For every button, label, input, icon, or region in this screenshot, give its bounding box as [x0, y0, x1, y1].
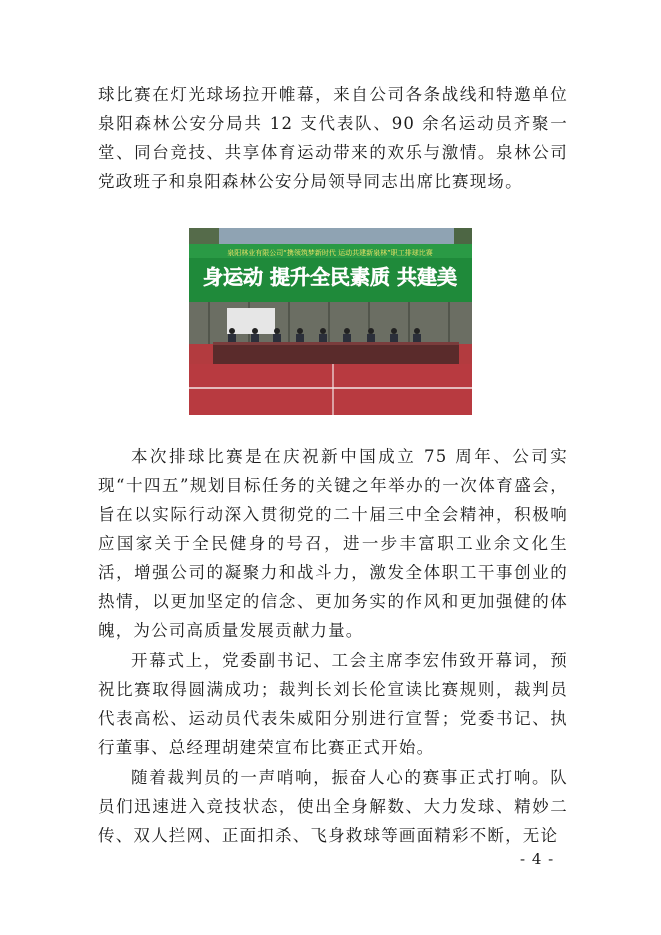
opening-ceremony-photo	[189, 228, 472, 415]
banner-small-text: 泉阳林业有限公司“携领筑梦新时代 运动共建新泉林”职工排球比赛	[227, 249, 433, 257]
paragraph-3: 开幕式上，党委副书记、工会主席李宏伟致开幕词，预祝比赛取得圆满成功；裁判长刘长伦宣读比赛规则，裁判员代表高松、运动员代表朱威阳分别进行宣誓；党委书记、执行董事、总经理胡建荣宣布比赛正式开始。	[98, 651, 568, 757]
page-number: - 4 -	[520, 850, 555, 868]
paragraph-2: 本次排球比赛是在庆祝新中国成立 75 周年、公司实现“十四五”规划目标任务的关键之年举办的一次体育盛会，旨在以实际行动深入贯彻党的二十届三中全会精神，积极响应国家关于全民健身的号召，进一步丰富职工业余文化生活，增强公司的凝聚力和战斗力，激发全体职工干事创业的热情，以更加坚定的信念、更加务实的作风和更加强健的体魄，为公司高质量发展贡献力量。	[98, 447, 568, 640]
banner-large-text: 身运动 提升全民素质 共建美	[203, 265, 457, 289]
paragraph-1: 球比赛在灯光球场拉开帷幕，来自公司各条战线和特邀单位泉阳森林公安分局共 12 支代表队、90 余名运动员齐聚一堂、同台竞技、共享体育运动带来的欢乐与激情。泉林公司党政班子和泉阳森林公安分局领导同志出席比赛现场。	[98, 85, 568, 191]
head-table	[213, 342, 459, 364]
paragraph-4: 随着裁判员的一声哨响，振奋人心的赛事正式打响。队员们迅速进入竞技状态，使出全身解数、大力发球、精妙二传、双人拦网、正面扣杀、飞身救球等画面精彩不断，无论	[98, 768, 568, 845]
court-floor	[189, 364, 472, 415]
